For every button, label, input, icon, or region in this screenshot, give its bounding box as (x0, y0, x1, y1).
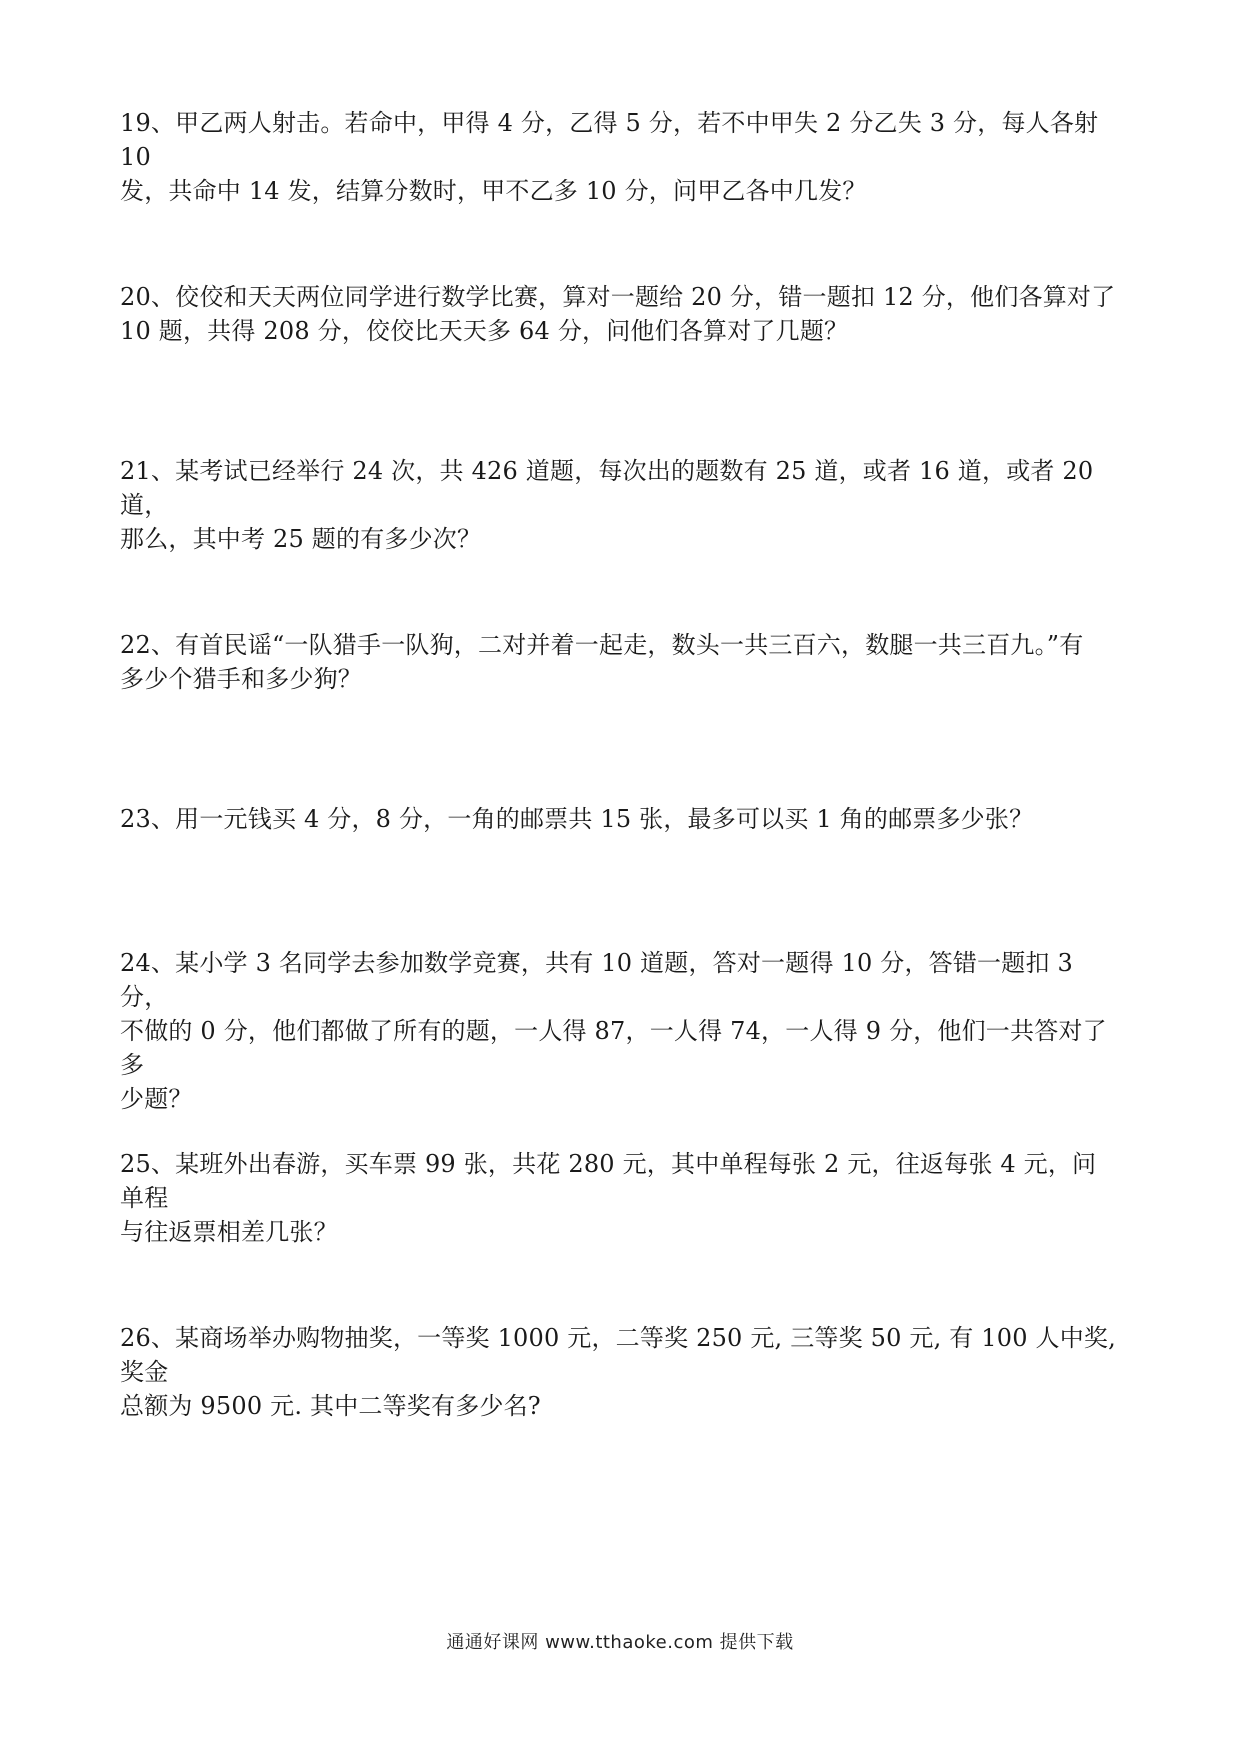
problem-24 (120, 946, 1120, 1116)
problem-21 (120, 454, 1120, 556)
problem-line: 少题？ (120, 1085, 193, 1113)
problem-19 (120, 106, 1120, 208)
problem-20 (120, 280, 1120, 348)
problem-line: 与往返票相差几张？ (120, 1218, 338, 1246)
problem-26 (120, 1321, 1120, 1423)
problem-line: 23、用一元钱买 4 分，8 分，一角的邮票共 15 张，最多可以买 1 角的邮票多少张？ (120, 805, 1034, 833)
problem-line: 20、佼佼和天天两位同学进行数学比赛，算对一题给 20 分，错一题扣 12 分，他们各算对了 (120, 283, 1116, 311)
problem-line: 25、某班外出春游，买车票 99 张，共花 280 元，其中单程每张 2 元，往返每张 4 元，问单程 (120, 1150, 1097, 1212)
problem-line: 24、某小学 3 名同学去参加数学竞赛，共有 10 道题，答对一题得 10 分，答错一题扣 3 分， (120, 949, 1073, 1011)
problem-line: 多少个猎手和多少狗？ (120, 665, 362, 693)
problem-line: 总额为 9500 元. 其中二等奖有多少名? (120, 1392, 541, 1420)
problem-line: 发，共命中 14 发，结算分数时，甲不乙多 10 分，问甲乙各中几发？ (120, 177, 867, 205)
problem-line: 那么，其中考 25 题的有多少次？ (120, 525, 482, 553)
problem-22 (120, 628, 1120, 696)
problem-line: 19、甲乙两人射击。若命中，甲得 4 分，乙得 5 分，若不中甲失 2 分乙失 3 分，每人各射 10 (120, 109, 1099, 171)
problem-23 (120, 802, 1120, 836)
problem-line: 26、某商场举办购物抽奖，一等奖 1000 元，二等奖 250 元, 三等奖 50 元, 有 100 人中奖, 奖金 (120, 1324, 1116, 1386)
problem-line: 10 题，共得 208 分，佼佼比天天多 64 分，问他们各算对了几题？ (120, 317, 849, 345)
footer-source-text: 通通好课网 www.tthaoke.com 提供下载 (446, 1632, 794, 1653)
problem-25 (120, 1147, 1120, 1249)
problem-line: 21、某考试已经举行 24 次，共 426 道题，每次出的题数有 25 道，或者 16 道，或者 20 道， (120, 457, 1094, 519)
problem-line: 不做的 0 分，他们都做了所有的题，一人得 87，一人得 74，一人得 9 分，他们一共答对了多 (120, 1017, 1107, 1079)
problem-line: 22、有首民谣“一队猎手一队狗，二对并着一起走，数头一共三百六，数腿一共三百九。”有 (120, 631, 1084, 659)
